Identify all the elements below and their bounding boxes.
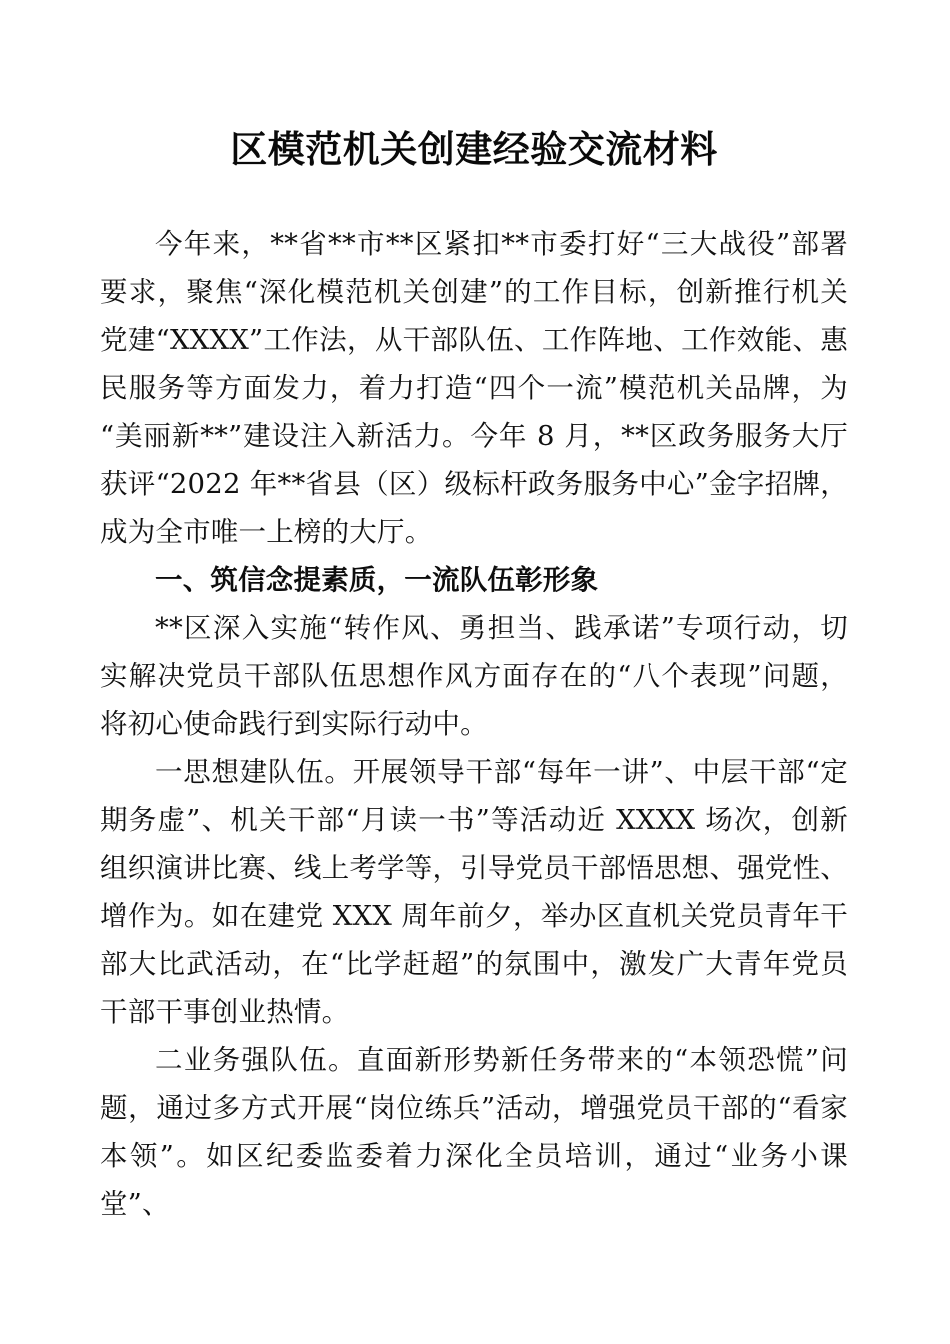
page-content <box>100 0 848 1228</box>
page-title: 区模范机关创建经验交流材料 <box>230 127 718 171</box>
section-heading-1: 一、筑信念提素质，一流队伍彰形象 <box>155 564 599 597</box>
paragraph-point-one: 一思想建队伍。开展领导干部“每年一讲”、中层干部“定期务虚”、机关干部“月读一书”等活动近 XXXX 场次，创新组织演讲比赛、线上考学等，引导党员干部悟思想、强党性、增作为。如在建党 XXX 周年前夕，举办区直机关党员青年干部大比武活动，在“比学赶超”的氛围中，激发广大青年党员干部干事创业热情。 <box>100 756 848 1029</box>
paragraph-intro: 今年来，**省**市**区紧扣**市委打好“三大战役”部署要求，聚焦“深化模范机关创建”的工作目标，创新推行机关党建“XXXX”工作法，从干部队伍、工作阵地、工作效能、惠民服务等方面发力，着力打造“四个一流”模范机关品牌，为“美丽新**”建设注入新活力。今年 8 月，**区政务服务大厅获评“2022 年**省县（区）级标杆政务服务中心”金字招牌，成为全市唯一上榜的大厅。 <box>100 228 848 549</box>
paragraph-section-1-lead: **区深入实施“转作风、勇担当、践承诺”专项行动，切实解决党员干部队伍思想作风方面存在的“八个表现”问题，将初心使命践行到实际行动中。 <box>100 612 848 741</box>
paragraph-point-two: 二业务强队伍。直面新形势新任务带来的“本领恐慌”问题，通过多方式开展“岗位练兵”活动，增强党员干部的“看家本领”。如区纪委监委着力深化全员培训，通过“业务小课堂”、 <box>100 1044 848 1221</box>
